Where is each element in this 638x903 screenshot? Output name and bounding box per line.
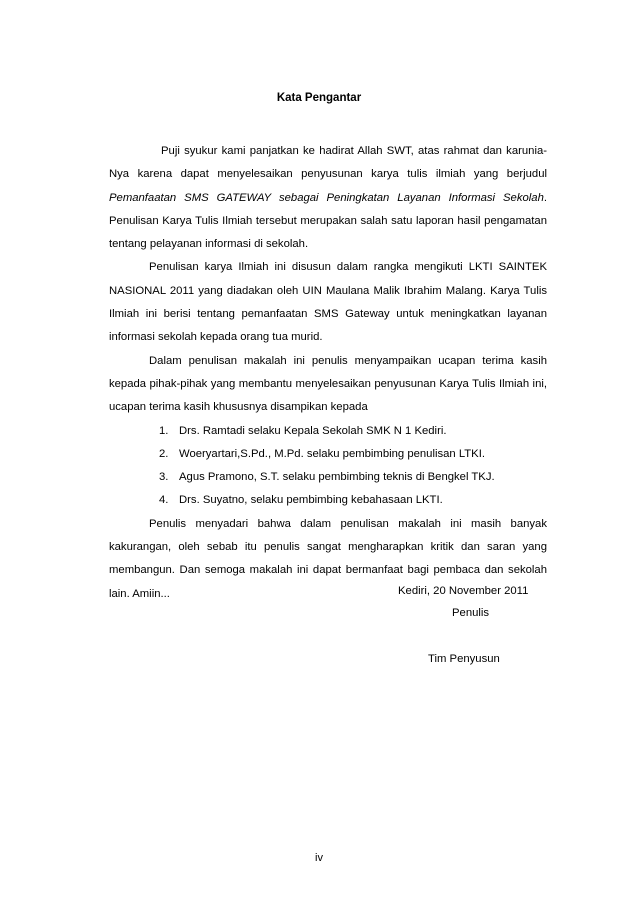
list-item [109, 466, 547, 489]
signature-name: Tim Penyusun [428, 653, 500, 665]
page-number: iv [315, 852, 323, 864]
paragraph-intro-text-end: . Penulisan Karya Tulis Ilmiah tersebut merupakan salah satu laporan hasil pengamatan tentang pelayanan informasi di sekolah. [109, 191, 547, 251]
list-item-text: Agus Pramono, S.T. selaku pembimbing teknis di Bengkel TKJ. [179, 471, 495, 484]
list-item-text: Drs. Ramtadi selaku Kepala Sekolah SMK N 1 Kediri. [179, 424, 447, 437]
paper-title-italic: Pemanfaatan SMS GATEWAY sebagai Peningkatan Layanan Informasi Sekolah [109, 191, 544, 204]
signature-place-date: Kediri, 20 November 2011 [398, 585, 529, 597]
list-item-text: Drs. Suyatno, selaku pembimbing kebahasaan LKTI. [179, 494, 443, 507]
paragraph-intro [109, 140, 547, 256]
document-body [109, 140, 547, 606]
list-item [109, 420, 547, 443]
paragraph-closing: Penulis menyadari bahwa dalam penulisan makalah ini masih banyak kakurangan, oleh sebab itu penulis sangat mengharapkan kritik dan saran yang membangun. Dan semoga makalah ini dapat bermanfaat bagi pembaca dan sekolah lain. Amiin... [109, 517, 547, 600]
paragraph-thanks: Dalam penulisan makalah ini penulis menyampaikan ucapan terima kasih kepada pihak-pihak yang membantu menyelesaikan penyusunan Karya Tulis Ilmiah ini, ucapan terima kasih khususnya disampikan kepada [109, 354, 547, 414]
list-item-number: 3. [159, 471, 169, 484]
list-item [109, 443, 547, 466]
page-title: Kata Pengantar [276, 92, 362, 104]
paragraph-intro-text: Puji syukur kami panjatkan ke hadirat Allah SWT, atas rahmat dan karunia-Nya karena dapat menyelesaikan penyusunan karya tulis ilmiah yang berjudul [109, 145, 547, 181]
list-item-number: 1. [159, 424, 169, 437]
acknowledgement-list [109, 420, 547, 513]
list-item-number: 2. [159, 447, 169, 460]
paragraph-purpose: Penulisan karya Ilmiah ini disusun dalam rangka mengikuti LKTI SAINTEK NASIONAL 2011 yang diadakan oleh UIN Maulana Malik Ibrahim Malang. Karya Tulis Ilmiah ini berisi tentang pemanfaatan SMS Gateway untuk meningkatkan layanan informasi sekolah kepada orang tua murid. [109, 261, 547, 344]
list-item [109, 489, 547, 512]
list-item-text: Woeryartari,S.Pd., M.Pd. selaku pembimbing penulisan LTKI. [179, 447, 485, 460]
list-item-number: 4. [159, 494, 169, 507]
signature-role: Penulis [452, 607, 490, 619]
signature-block [398, 580, 548, 670]
